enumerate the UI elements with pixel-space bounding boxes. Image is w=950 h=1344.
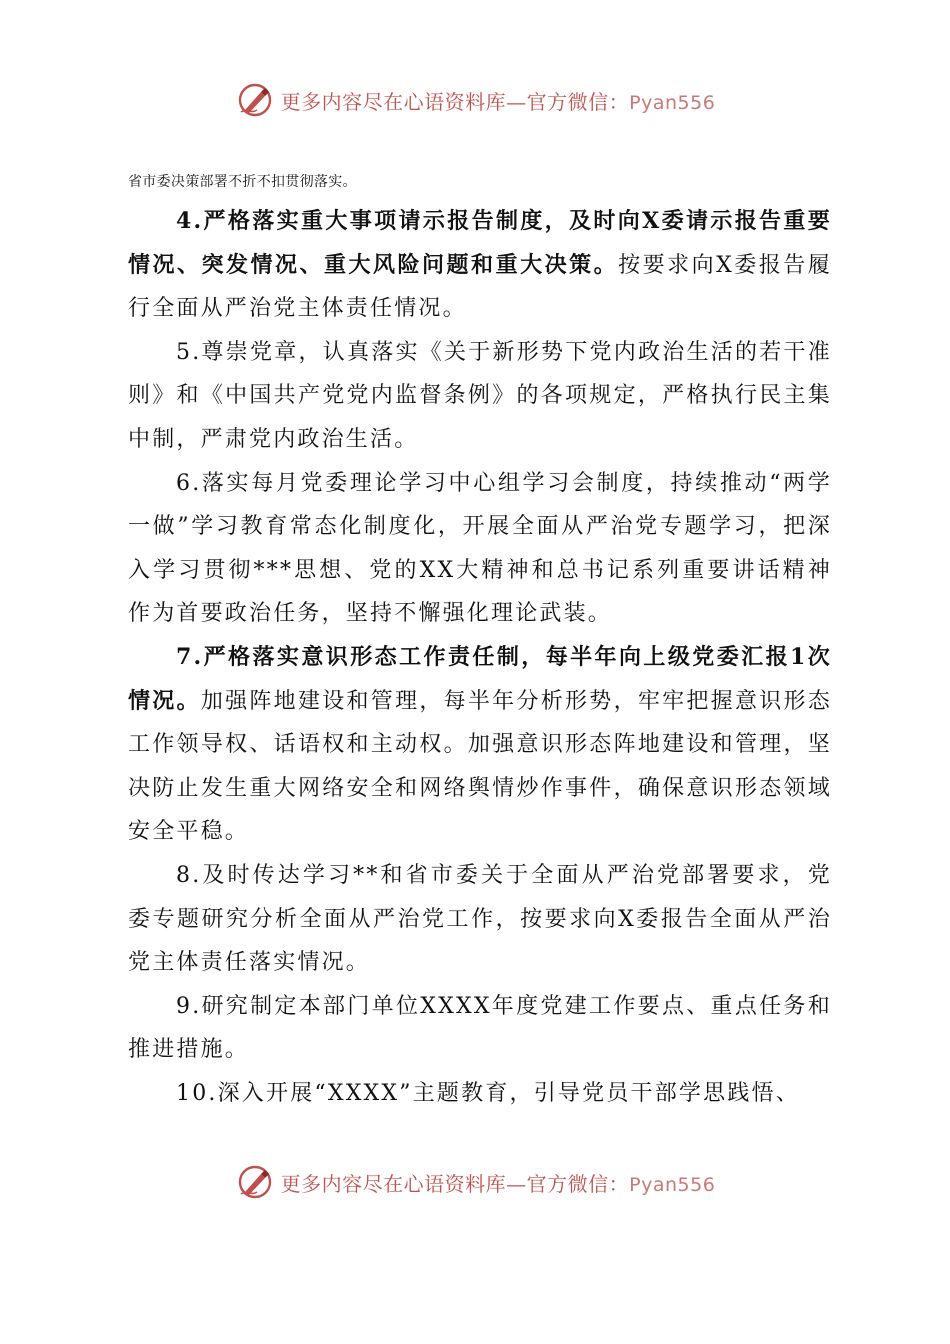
paragraph-text: 5.尊崇党章，认真落实《关于新形势下党内政治生活的若干准则》和《中国共产党党内监督条例》的各项规定，严格执行民主集中制，严肃党内政治生活。 (128, 339, 832, 452)
paragraph-item-8 (128, 854, 832, 985)
watermark-footer (0, 1160, 950, 1204)
watermark-account: Pyan556 (629, 1173, 716, 1196)
paragraph-item-7 (128, 636, 832, 854)
paragraph-text: 9.研究制定本部门单位XXXX年度党建工作要点、重点任务和推进措施。 (128, 993, 832, 1063)
document-body (128, 170, 832, 1115)
paragraph-bold: 4.严格落实重大事项请示报告制度，及时向X委请示报告重要情况、突发情况、重大风险问题和重大决策。 (128, 208, 832, 278)
paragraph-item-10 (128, 1072, 832, 1116)
paragraph-text: 10.深入开展“XXXX”主题教育，引导党员干部学思践悟、 (176, 1080, 800, 1106)
paragraph-text: 按要求向X委报告履行全面从严治党主体责任情况。 (128, 252, 832, 322)
paragraph-text: 6.落实每月党委理论学习中心组学习会制度，持续推动“两学一做”学习教育常态化制度化，开展全面从严治党专题学习，把深入学习贯彻***思想、党的XX大精神和总书记系列重要讲话精神作为首要政治任务，坚持不懈强化理论武装。 (128, 470, 832, 627)
carry-over-line: 省市委决策部署不折不扣贯彻落实。 (128, 174, 357, 190)
paragraph-item-5 (128, 331, 832, 462)
watermark-text: 更多内容尽在心语资料库—官方微信：Pyan556 (280, 1171, 716, 1196)
paragraph-text: 8.及时传达学习**和省市委关于全面从严治党部署要求，党委专题研究分析全面从严治党工作，按要求向X委报告全面从严治党主体责任落实情况。 (128, 862, 832, 976)
paragraph-item-9 (128, 985, 832, 1072)
pen-logo-icon (235, 1162, 275, 1202)
paragraph-text: 加强阵地建设和管理，每半年分析形势，牢牢把握意识形态工作领导权、话语权和主动权。加强意识形态阵地建设和管理，坚决防止发生重大网络安全和网络舆情炒作事件，确保意识形态领域安全平稳。 (128, 688, 832, 845)
watermark-header (0, 78, 950, 122)
paragraph-item-4 (128, 200, 832, 331)
pen-logo-icon (235, 80, 275, 120)
watermark-text: 更多内容尽在心语资料库—官方微信：Pyan556 (280, 89, 716, 114)
paragraph-item-6 (128, 462, 832, 636)
watermark-account: Pyan556 (629, 91, 716, 114)
paragraph-bold: 7.严格落实意识形态工作责任制，每半年向上级党委汇报1次情况。 (128, 643, 832, 714)
